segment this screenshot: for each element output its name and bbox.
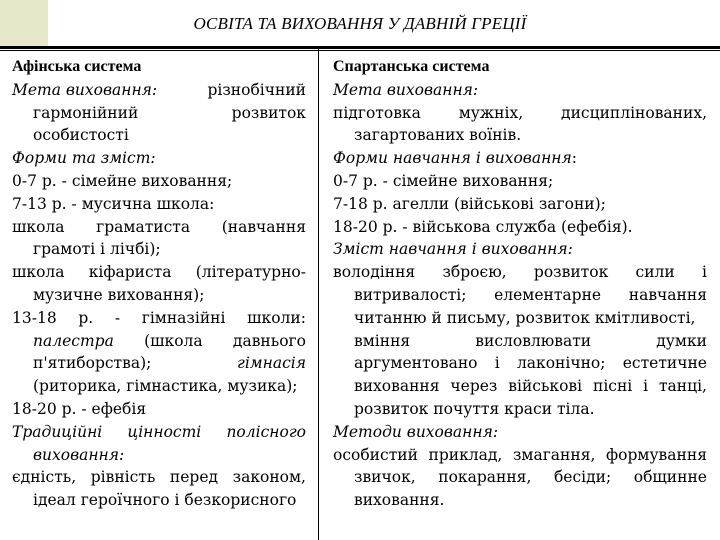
text: 13-18 bbox=[12, 308, 57, 327]
text: зброєю, bbox=[442, 263, 507, 282]
slide-header bbox=[0, 0, 720, 48]
spartan-forms-label bbox=[333, 147, 707, 170]
text: Форми навчання і виховання bbox=[333, 149, 572, 168]
athenian-stage-1: 0-7 р. - сімейне виховання; bbox=[12, 171, 233, 190]
athenian-kithara-school bbox=[12, 261, 306, 284]
text: покарання, bbox=[438, 468, 532, 487]
athenian-goal-text: різнобічний bbox=[207, 80, 306, 99]
text: розвиток bbox=[231, 103, 306, 122]
text: полісного bbox=[226, 422, 306, 441]
text: Традиційні bbox=[12, 422, 103, 441]
athenian-gymnasium-2: (риторика, гімнастика, музика); bbox=[33, 377, 298, 396]
athenian-values-label-2: виховання: bbox=[33, 445, 125, 464]
text: володіння bbox=[333, 263, 416, 282]
text: лаконічно; bbox=[516, 354, 606, 373]
athenian-goal-label: Мета виховання: bbox=[12, 80, 158, 99]
text: граматиста bbox=[96, 217, 191, 236]
spartan-methods-label: Методи виховання: bbox=[333, 422, 499, 441]
spartan-content-5 bbox=[333, 352, 707, 375]
spartan-methods-2 bbox=[333, 466, 707, 489]
athenian-stage-2: 7-13 р. - мусична школа: bbox=[12, 194, 215, 213]
text: бесіди; bbox=[553, 468, 612, 487]
header-rule-thick bbox=[0, 46, 720, 49]
athenian-palestra bbox=[12, 330, 306, 353]
text: п'ятиборства); bbox=[33, 354, 152, 373]
text: р. bbox=[78, 308, 94, 327]
text: перед bbox=[169, 468, 219, 487]
text: : bbox=[571, 149, 577, 168]
athenian-heading: Афінська система bbox=[12, 58, 142, 75]
athenian-goal-line-2 bbox=[12, 102, 306, 125]
text: естетичне bbox=[622, 354, 707, 373]
athenian-forms-label: Форми та зміст: bbox=[12, 149, 156, 168]
text: через bbox=[450, 377, 498, 396]
athenian-goal-line bbox=[12, 79, 306, 102]
text: цінності bbox=[127, 422, 202, 441]
text: і bbox=[643, 377, 649, 396]
text: витривалості; bbox=[354, 285, 467, 304]
athenian-goal-line-3: особистості bbox=[33, 126, 129, 145]
text: думки bbox=[656, 331, 707, 350]
text: - bbox=[114, 308, 121, 327]
text: єдність, bbox=[12, 468, 77, 487]
header-rule-thin bbox=[0, 50, 720, 51]
text: особистий bbox=[333, 445, 418, 464]
text: (школа bbox=[144, 331, 203, 350]
text: гімнасія bbox=[237, 354, 306, 373]
text: кіфариста bbox=[88, 263, 172, 282]
spartan-content-1 bbox=[333, 261, 707, 284]
slide-title: ОСВІТА ТА ВИХОВАННЯ У ДАВНІЙ ГРЕЦІЇ bbox=[193, 14, 527, 33]
spartan-heading: Спартанська система bbox=[333, 58, 490, 75]
spartan-content-label: Зміст навчання і виховання: bbox=[333, 240, 573, 259]
text: школа bbox=[12, 217, 65, 236]
text: (навчання bbox=[221, 217, 306, 236]
text: палестра bbox=[33, 331, 114, 350]
spartan-content-6 bbox=[333, 375, 707, 398]
text: приклад, bbox=[428, 445, 503, 464]
text: общинне bbox=[633, 468, 707, 487]
text: мужніх, bbox=[458, 103, 524, 122]
spartan-goal-1 bbox=[333, 102, 707, 125]
spartan-column bbox=[333, 56, 707, 512]
text: давнього bbox=[232, 331, 306, 350]
text: гармонійний bbox=[33, 103, 139, 122]
athenian-values-label bbox=[12, 421, 306, 444]
spartan-content-3: читанню й письму, розвиток кмітливості, bbox=[354, 308, 696, 327]
text: формування bbox=[606, 445, 707, 464]
text: школа bbox=[12, 263, 65, 282]
athenian-stage-4: 18-20 р. - ефебія bbox=[12, 399, 147, 418]
text: виховання bbox=[354, 377, 440, 396]
athenian-values-2: ідеал героїчного і безкорисного bbox=[33, 491, 297, 510]
text: військові bbox=[508, 377, 583, 396]
athenian-column bbox=[12, 56, 306, 512]
spartan-stage-3: 18-20 р. - військова служба (ефебія). bbox=[333, 217, 633, 236]
text: дисциплінованих, bbox=[561, 103, 707, 122]
text: пісні bbox=[593, 377, 633, 396]
spartan-methods-3: виховання. bbox=[354, 491, 445, 510]
spartan-goal-label: Мета виховання: bbox=[333, 80, 479, 99]
spartan-stage-1: 0-7 р. - сімейне виховання; bbox=[333, 171, 554, 190]
text: аргументовано bbox=[354, 354, 478, 373]
text: і bbox=[702, 263, 707, 282]
text: рівність bbox=[90, 468, 156, 487]
athenian-grammar-school-2: грамоті і лічбі); bbox=[33, 240, 161, 259]
text: сили bbox=[635, 263, 675, 282]
text: (літературно- bbox=[195, 263, 306, 282]
spartan-stage-2: 7-18 р. агелли (військові загони); bbox=[333, 194, 606, 213]
spartan-methods-1 bbox=[333, 444, 707, 467]
spartan-content-4 bbox=[333, 330, 707, 353]
text: висловлювати bbox=[475, 331, 592, 350]
athenian-values-1 bbox=[12, 466, 306, 489]
spartan-content-2 bbox=[333, 284, 707, 307]
text: навчання bbox=[628, 285, 707, 304]
text: елементарне bbox=[494, 285, 602, 304]
text: вміння bbox=[354, 331, 411, 350]
text: гімназійні bbox=[141, 308, 226, 327]
spartan-goal-2: загартованих воїнів. bbox=[354, 126, 522, 145]
text: законом, bbox=[232, 468, 306, 487]
text: розвиток bbox=[533, 263, 609, 282]
text: і bbox=[494, 354, 500, 373]
text: змагання, bbox=[512, 445, 596, 464]
column-divider bbox=[318, 49, 319, 540]
athenian-stage-3 bbox=[12, 307, 306, 330]
text: танці, bbox=[658, 377, 707, 396]
text: звичок, bbox=[354, 468, 416, 487]
text: школи: bbox=[247, 308, 306, 327]
athenian-gymnasium bbox=[12, 352, 306, 375]
athenian-grammar-school bbox=[12, 216, 306, 239]
athenian-kithara-school-2: музичне виховання); bbox=[33, 285, 205, 304]
spartan-content-7: розвиток почуття краси тіла. bbox=[354, 399, 595, 418]
text: підготовка bbox=[333, 103, 421, 122]
